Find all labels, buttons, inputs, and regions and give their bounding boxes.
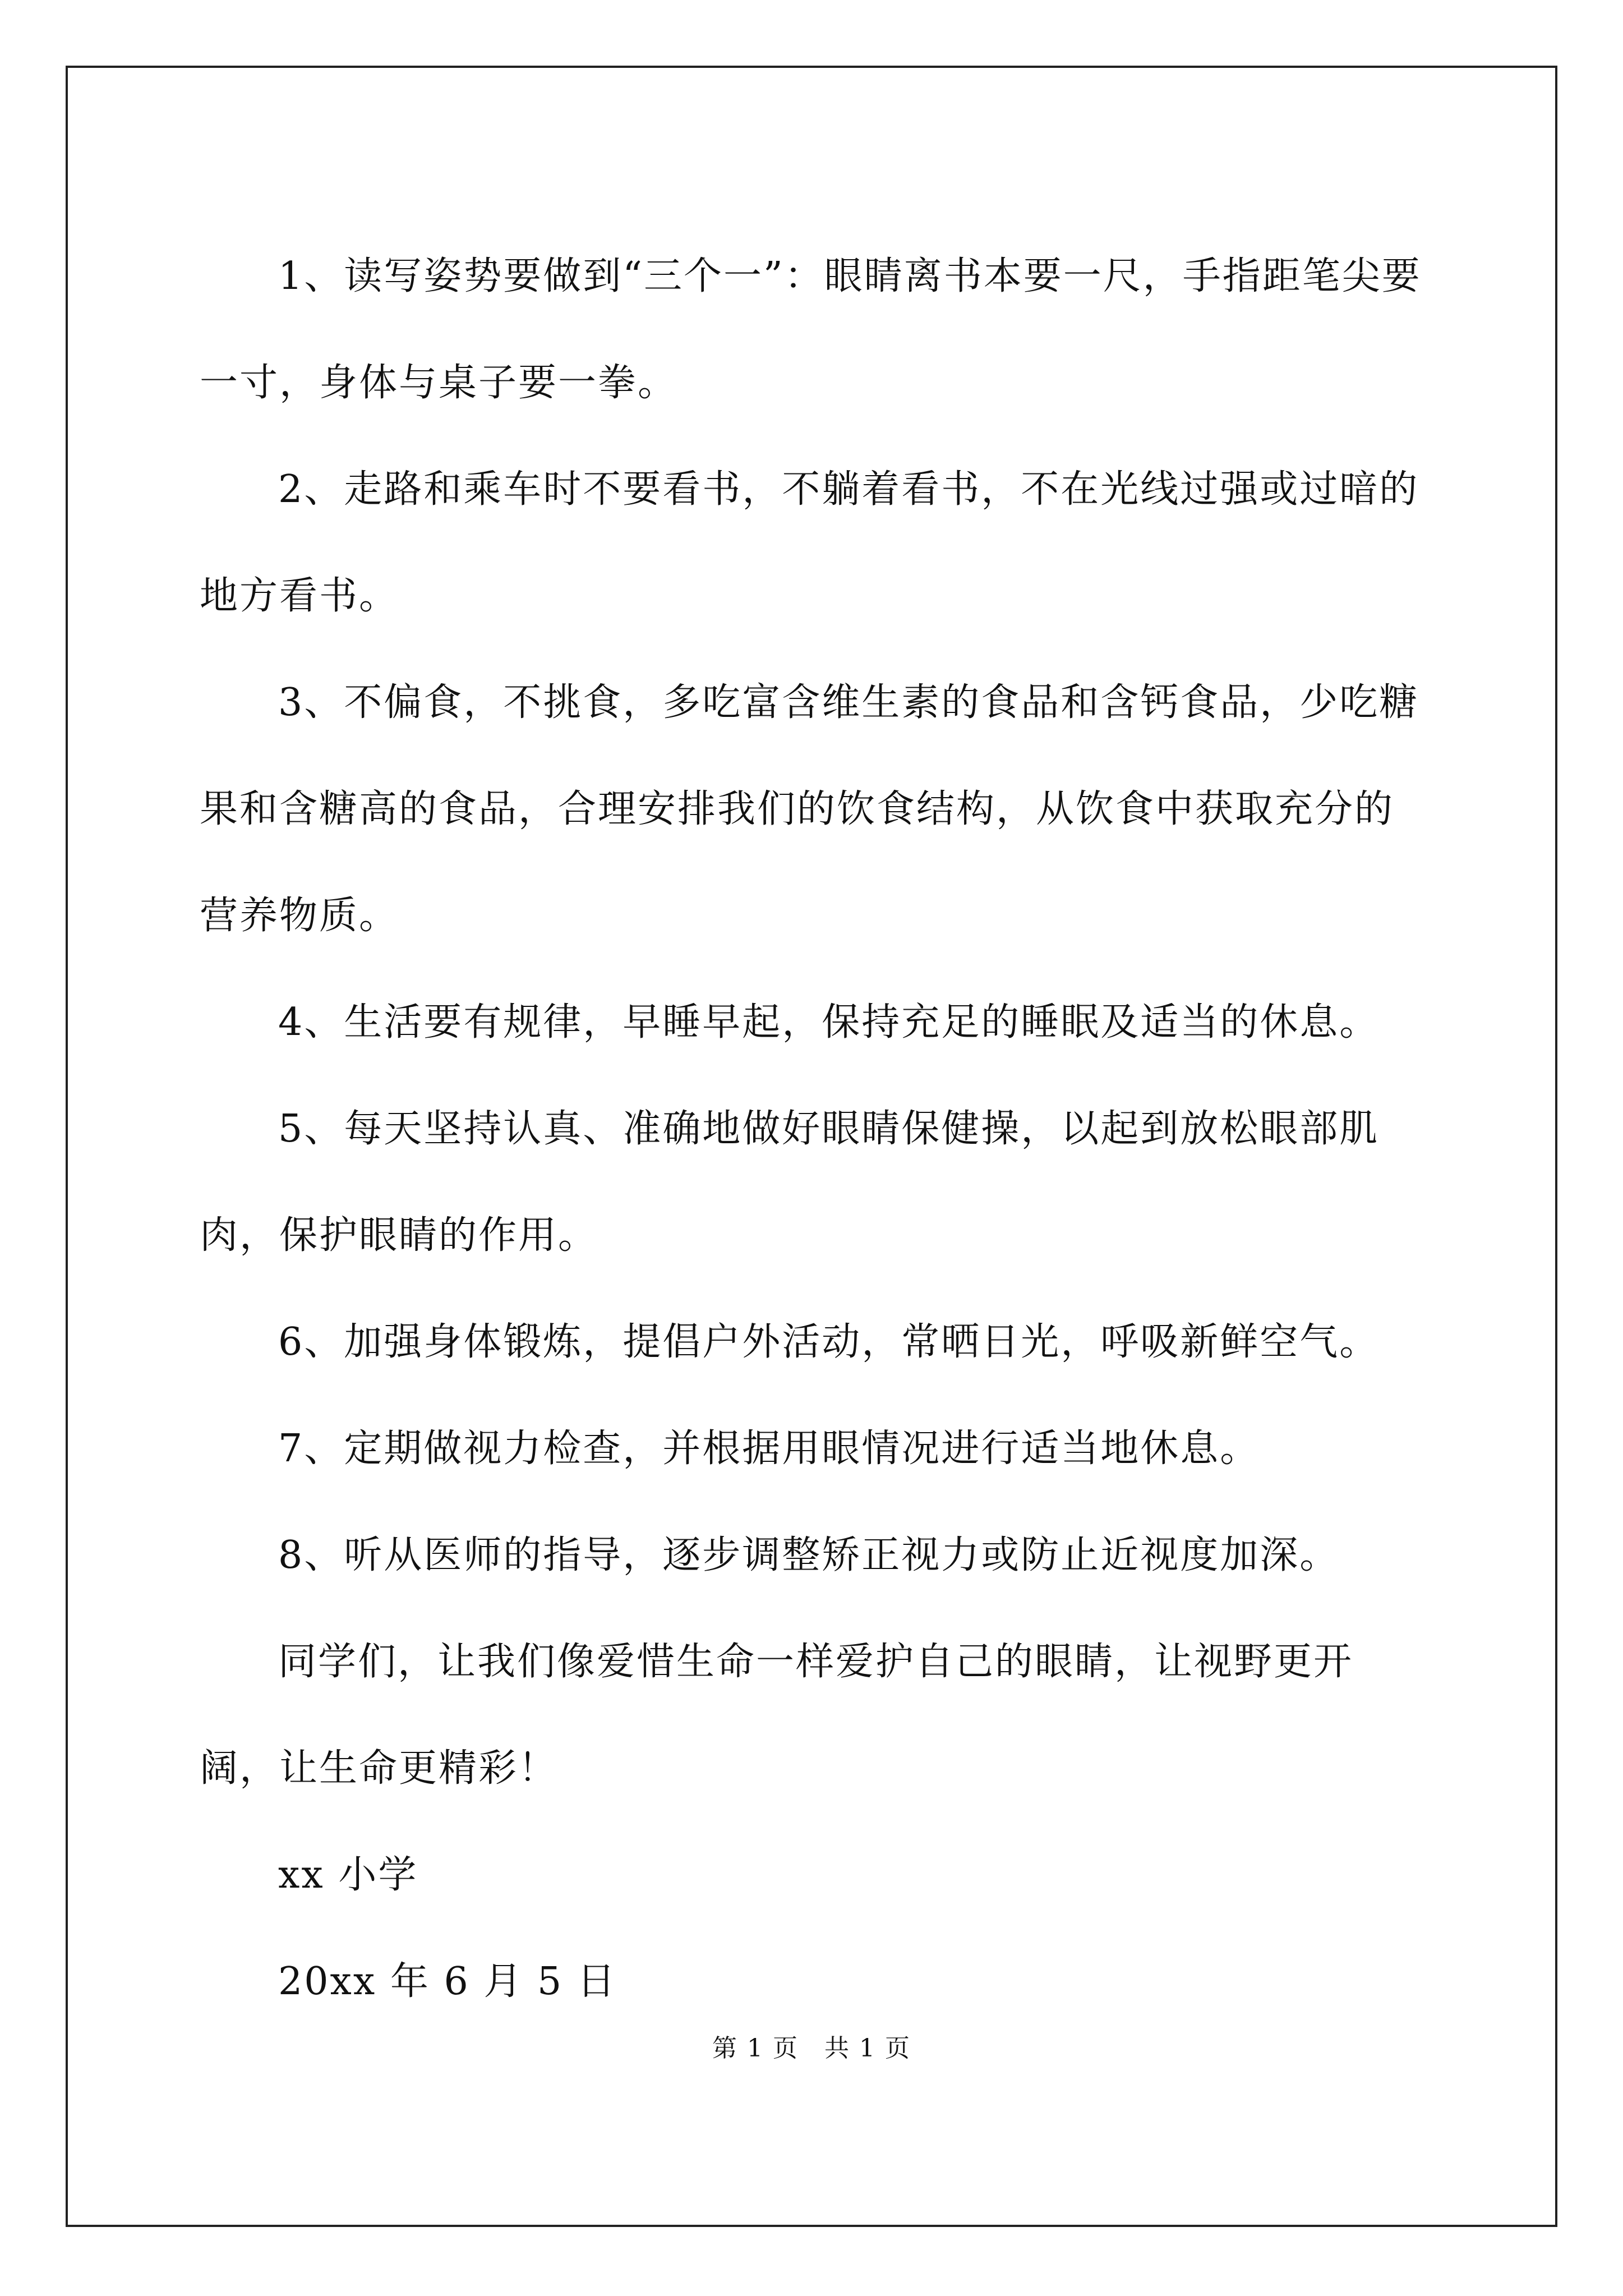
- paragraph-5: 5、每天坚持认真、准确地做好眼睛保健操，以起到放松眼部肌肉，保护眼睛的作用。: [200, 1107, 1380, 1258]
- paragraph-7: 7、定期做视力检查，并根据用眼情况进行适当地休息。: [278, 1427, 1260, 1471]
- paragraph-1: 1、读写姿势要做到“三个一”：眼睛离书本要一尺，手指距笔尖要一寸，身体与桌子要一拳。: [200, 254, 1422, 405]
- paragraph-3: 3、不偏食，不挑食，多吃富含维生素的食品和含钙食品，少吃糖果和含糖高的食品，合理安排我们的饮食结构，从饮食中获取充分的营养物质。: [200, 680, 1419, 938]
- closing-paragraph: 同学们，让我们像爱惜生命一样爱护自己的眼睛，让视野更开阔，让生命更精彩！: [200, 1640, 1354, 1791]
- paragraph-6: 6、加强身体锻炼，提倡户外活动，常晒日光，呼吸新鲜空气。: [278, 1320, 1380, 1364]
- document-date: 20xx 年 6 月 5 日: [278, 1959, 617, 2004]
- paragraph-8: 8、听从医师的指导，逐步调整矫正视力或防止近视度加深。: [278, 1533, 1340, 1577]
- paragraph-4: 4、生活要有规律，早睡早起，保持充足的睡眠及适当的休息。: [278, 1000, 1380, 1045]
- document-body: [200, 223, 1428, 2035]
- paragraph-2: 2、走路和乘车时不要看书，不躺着看书，不在光线过强或过暗的地方看书。: [200, 467, 1419, 618]
- signature: xx 小学: [278, 1853, 418, 1897]
- page-footer: 第 1 页 共 1 页: [712, 2034, 911, 2063]
